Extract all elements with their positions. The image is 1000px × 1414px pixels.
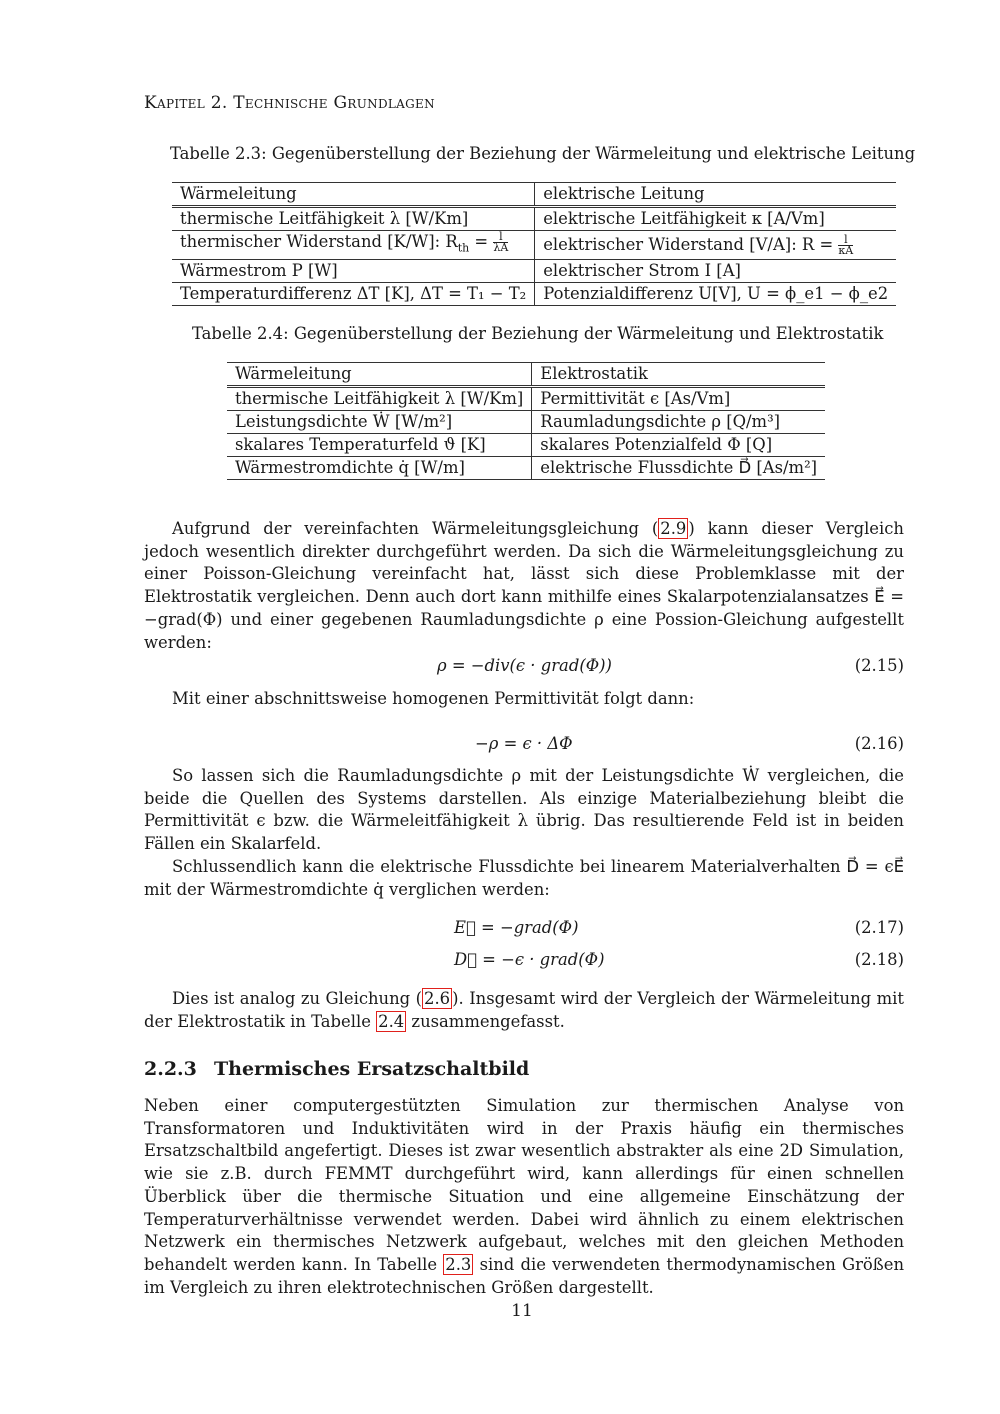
table-cell: Wärmestrom P [W] xyxy=(172,260,535,283)
table-header-cell: Elektrostatik xyxy=(532,363,825,387)
text-span: sind die verwendeten thermodynamischen Größen im Vergleich zu ihren elektrotechnischen Größen dargestellt. xyxy=(144,1254,904,1297)
equation-reference-link[interactable]: 2.9 xyxy=(660,519,687,538)
equation-formula: D⃗ = −ϵ · grad(Φ) xyxy=(454,950,605,969)
equation-number: (2.17) xyxy=(854,918,904,937)
table-cell: Temperaturdifferenz ΔT [K], ΔT = T₁ − T₂ xyxy=(172,283,535,306)
table-header-cell: Wärmeleitung xyxy=(227,363,532,387)
paragraph xyxy=(144,518,904,654)
table-cell: elektrische Leitfähigkeit κ [A/Vm] xyxy=(535,207,896,231)
table-cell: Leistungsdichte Ẇ [W/m²] xyxy=(227,411,532,434)
table-header-row xyxy=(172,183,896,207)
table-cell: thermischer Widerstand [K/W]: $R_{th}$ = $\frac{l}{\lambda A}$ xyxy=(172,231,535,260)
paragraph xyxy=(172,688,904,711)
table-row xyxy=(172,231,896,260)
table-cell: thermische Leitfähigkeit λ [W/Km] xyxy=(227,387,532,411)
fraction xyxy=(493,232,508,253)
section-heading xyxy=(144,1058,529,1080)
page-number: 11 xyxy=(511,1301,533,1321)
cell-text: elektrischer Widerstand [V/A]: R xyxy=(543,235,815,255)
text-span: ) kann dieser Vergleich jedoch wesentlich direkter durchgeführt werden. Da sich die Wärmeleitungsgleichung zu einer Poisson-Gleichung vereinfacht hat, lässt sich diese Problemklasse mit der Elektrostatik vergleichen. Denn auch dort kann mithilfe eines Skalarpotenzialansatzes E⃗ = −grad(Φ) und einer gegebenen Raumladungsdichte ρ eine Possion-Gleichung aufgestellt werden: xyxy=(144,519,904,652)
fraction-denominator: κA xyxy=(838,244,854,258)
equation-number: (2.16) xyxy=(854,734,904,753)
section-number: 2.2.3 xyxy=(144,1058,197,1080)
equation-formula: −ρ = ϵ · ΔΦ xyxy=(475,734,573,753)
table-cell: Potenzialdifferenz U[V], U = ϕ_e1 − ϕ_e2 xyxy=(535,283,896,306)
equation-number: (2.18) xyxy=(854,950,904,969)
table-2-4 xyxy=(227,362,825,480)
table-header-cell: elektrische Leitung xyxy=(535,183,896,207)
table-reference-link[interactable]: 2.4 xyxy=(378,1011,405,1031)
text-span: Aufgrund der vereinfachten Wärmeleitungsgleichung ( xyxy=(172,519,659,538)
section-title: Thermisches Ersatzschaltbild xyxy=(214,1058,530,1080)
equation-number: (2.15) xyxy=(854,656,904,675)
table-row xyxy=(172,207,896,231)
fraction-denominator: λA xyxy=(493,241,509,254)
paragraph xyxy=(144,765,904,901)
table-reference-link[interactable]: 2.3 xyxy=(445,1254,472,1274)
paragraph xyxy=(144,988,904,1033)
text-span: zusammengefasst. xyxy=(406,1011,565,1031)
table-2-3 xyxy=(172,182,896,306)
table-cell: elektrischer Strom I [A] xyxy=(535,260,896,283)
paragraph-text xyxy=(144,518,904,654)
equation-formula: ρ = −div(ϵ · grad(Φ)) xyxy=(437,656,612,675)
paragraph-text xyxy=(144,988,904,1033)
paragraph-text xyxy=(144,1095,904,1299)
table-cell: elektrischer Widerstand [V/A]: R = $\frac{l}{\kappa A}$ xyxy=(535,231,896,260)
table-row xyxy=(227,387,825,411)
paragraph-text: Mit einer abschnittsweise homogenen Permittivität folgt dann: xyxy=(172,689,695,708)
table-row xyxy=(172,260,896,283)
table-cell: thermische Leitfähigkeit λ [W/Km] xyxy=(172,207,535,231)
table-row xyxy=(227,434,825,457)
subscript: th xyxy=(457,241,470,255)
table-cell: Wärmestromdichte q̇ [W/m] xyxy=(227,457,532,480)
table-cell: Permittivität ϵ [As/Vm] xyxy=(532,387,825,411)
table-row xyxy=(227,457,825,480)
table-2-3-caption: Tabelle 2.3: Gegenüberstellung der Beziehung der Wärmeleitung und elektrische Leitung xyxy=(170,144,916,163)
paragraph-text: Schlussendlich kann die elektrische Flussdichte bei linearem Materialverhalten D⃗ = ϵE⃗ mit der Wärmestromdichte q̇ verglichen werden: xyxy=(144,856,904,899)
equation-formula: E⃗ = −grad(Φ) xyxy=(454,918,579,937)
running-header: Kapitel 2. Technische Grundlagen xyxy=(144,93,435,113)
text-span: ). Insgesamt wird der Vergleich der Wärmeleitung mit der Elektrostatik in Tabelle xyxy=(144,989,904,1031)
table-cell: elektrische Flussdichte D⃗ [As/m²] xyxy=(532,457,825,480)
table-cell: Raumladungsdichte ρ [Q/m³] xyxy=(532,411,825,434)
fraction-numerator: l xyxy=(838,235,853,246)
table-2-4-caption: Tabelle 2.4: Gegenüberstellung der Beziehung der Wärmeleitung und Elektrostatik xyxy=(192,324,884,343)
table-header-cell: Wärmeleitung xyxy=(172,183,535,207)
table-row xyxy=(172,283,896,306)
equation-reference-link[interactable]: 2.6 xyxy=(424,989,451,1008)
text-span: Neben einer computergestützten Simulation zur thermischen Analyse von Transformatoren und Induktivitäten wird in der Praxis häufig ein thermisches Ersatzschaltbild angefertigt. Dieses ist zwar wesentlich abstrakter als eine 2D Simulation, wie sie z.B. durch FEMMT durchgeführt wird, kann allerdings für einen schnellen Überblick über die thermische Situation und eine allgemeine Einschätzung der Temperaturverhältnisse verwendet werden. Dabei wird ähnlich zu einem elektrischen Netzwerk ein thermisches Netzwerk aufgebaut, welches mit den gleichen Methoden behandelt werden kann. In Tabelle xyxy=(144,1096,904,1274)
table-header-row xyxy=(227,363,825,387)
cell-text: thermischer Widerstand [K/W]: R xyxy=(180,232,458,251)
table-cell: skalares Potenzialfeld Φ [Q] xyxy=(532,434,825,457)
table-cell: skalares Temperaturfeld ϑ [K] xyxy=(227,434,532,457)
table-row xyxy=(227,411,825,434)
paragraph-text: So lassen sich die Raumladungsdichte ρ mit der Leistungsdichte Ẇ vergleichen, die beide die Quellen des Systems darstellen. Als einzige Materialbeziehung bleibt die Permittivität ϵ bzw. die Wärmeleitfähigkeit λ übrig. Das resultierende Feld ist in beiden Fällen ein Skalarfeld. xyxy=(144,766,904,854)
paragraph xyxy=(144,1095,904,1299)
fraction xyxy=(838,235,853,256)
fraction-numerator: l xyxy=(493,232,508,243)
text-span: Dies ist analog zu Gleichung ( xyxy=(172,989,423,1008)
